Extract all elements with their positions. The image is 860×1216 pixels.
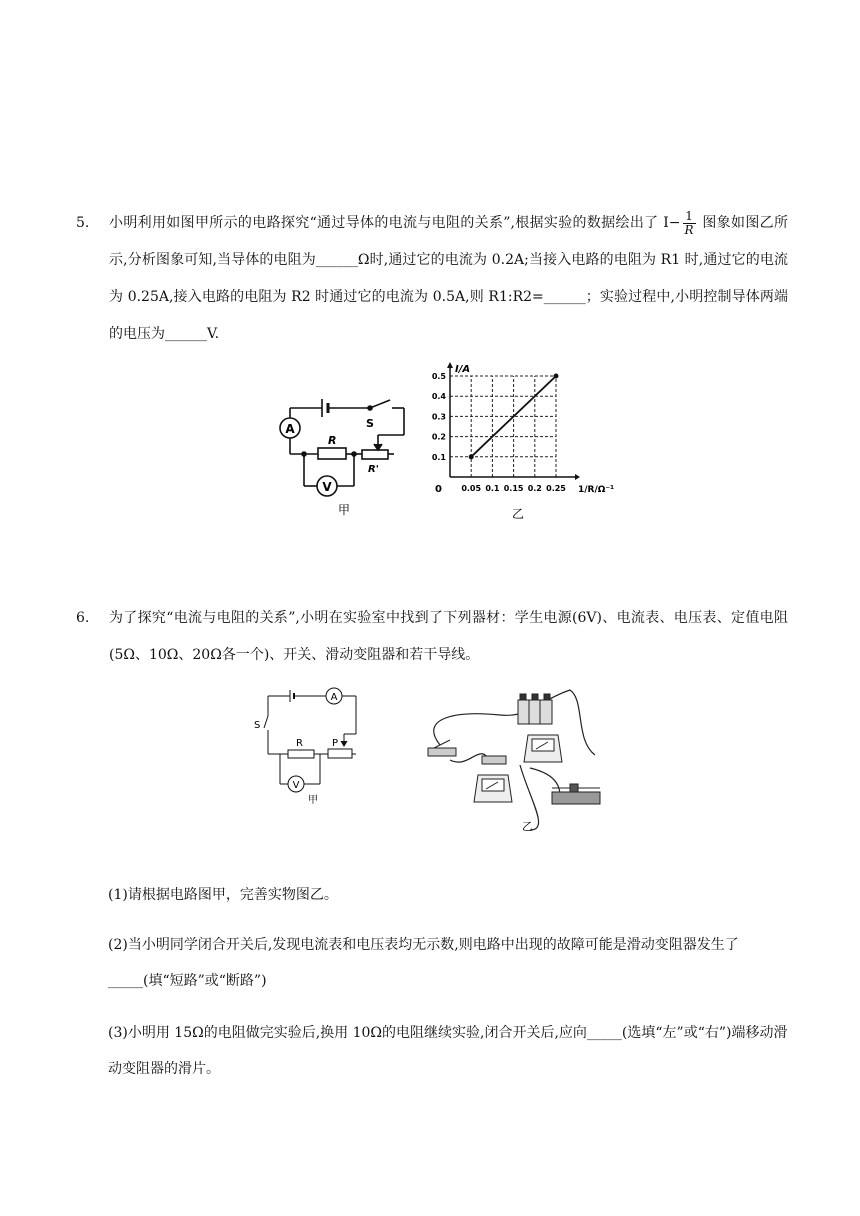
switch-blade [264, 716, 268, 728]
voltmeter-device [474, 775, 512, 802]
ammeter-device [524, 735, 562, 762]
chart-x-axis-label: 1/R/Ω⁻¹ [578, 485, 615, 495]
chart-origin-label: 0 [435, 484, 442, 495]
chart-x-axis-arrow [575, 474, 580, 480]
resistor-R [318, 448, 346, 459]
figure-label-jia: 甲 [338, 503, 351, 517]
figure-label-yi: 乙 [522, 820, 533, 833]
question-text-part-a: 小明利用如图甲所示的电路探究“通过导体的电流与电阻的关系”,根据实验的数据绘出了 I− [109, 215, 681, 231]
chart-y-axis-label: I/A [455, 364, 471, 375]
sub-question-3: (3)小明用 15Ω的电阻做完实验后,换用 10Ω的电阻继续实验,闭合开关后,应向_____(选填“左”或“右”)端移动滑动变阻器的滑片。 [108, 1025, 788, 1077]
question-6 [76, 600, 788, 674]
chart-y-tick-label: 0.1 [431, 452, 446, 462]
figure-label-yi: 乙 [512, 507, 525, 521]
ammeter-label: A [285, 422, 295, 436]
resistor-label: R [296, 738, 303, 749]
q6-circuit-diagram [250, 686, 365, 816]
sub-question-2: (2)当小明同学闭合开关后,发现电流表和电压表均无示数,则电路中出现的故障可能是滑动变阻器发生了_____(填“短路”或“断路”) [108, 937, 739, 989]
fraction-1-over-r: $\frac{1}{R}$ [684, 208, 694, 237]
rheostat [362, 450, 388, 459]
chart-y-tick-label: 0.2 [431, 432, 446, 442]
rheostat [328, 749, 352, 758]
resistor-label: R [328, 434, 337, 447]
chart-x-tick-label: 0.05 [461, 484, 482, 493]
chart-x-tick-label: 0.25 [546, 484, 566, 493]
question-5 [76, 205, 788, 353]
fixed-resistor-device [482, 756, 506, 764]
q6-apparatus-drawing [410, 680, 615, 840]
chart-data-point [554, 374, 559, 379]
slider-label: P [332, 738, 339, 749]
voltmeter-label: V [292, 780, 300, 791]
ammeter-label: A [330, 692, 338, 703]
question-number: 6. [76, 610, 90, 626]
switch-device [428, 740, 456, 756]
question-text: 为了探究“电流与电阻的关系”,小明在实验室中找到了下列器材：学生电源(6V)、电流表、电压表、定值电阻(5Ω、10Ω、20Ω各一个)、开关、滑动变阻器和若干导线。 [109, 610, 788, 663]
switch-blade [370, 400, 390, 408]
chart-x-tick-label: 0.15 [503, 484, 524, 493]
q5-circuit-diagram [270, 390, 420, 520]
resistor-R [288, 750, 314, 758]
chart-y-tick-label: 0.4 [431, 392, 446, 402]
sub-question-1: (1)请根据电路图甲，完善实物图乙。 [108, 887, 338, 903]
rheostat-label: R' [368, 464, 379, 475]
chart-x-tick-label: 0.1 [485, 484, 500, 493]
rheostat-device [552, 784, 600, 804]
chart-y-tick-label: 0.3 [431, 412, 446, 422]
chart-x-tick-label: 0.2 [527, 484, 542, 493]
chart-y-tick-label: 0.5 [431, 372, 446, 381]
power-supply [518, 694, 552, 724]
switch-label: S [366, 417, 374, 430]
question-number: 5. [76, 215, 90, 231]
chart-y-axis-arrow [447, 362, 453, 368]
question-text [109, 205, 788, 353]
voltmeter-label: V [322, 480, 332, 494]
chart-data-point [469, 454, 474, 459]
switch-label: S [254, 720, 261, 731]
q5-chart [420, 358, 620, 523]
figure-label-jia: 甲 [308, 795, 318, 806]
question-text-part-b: 图象如图乙所示,分析图象可知,当导体的电阻为______Ω时,通过它的电流为 0.2A;当接入电路的电阻为 R1 时,通过它的电流为 0.25A,接入电路的电阻为 R2 时通过它的电流为 0.5A,则 R1:R2=______；实验过程中,小明控制导体两端的电压为______V. [109, 215, 788, 342]
